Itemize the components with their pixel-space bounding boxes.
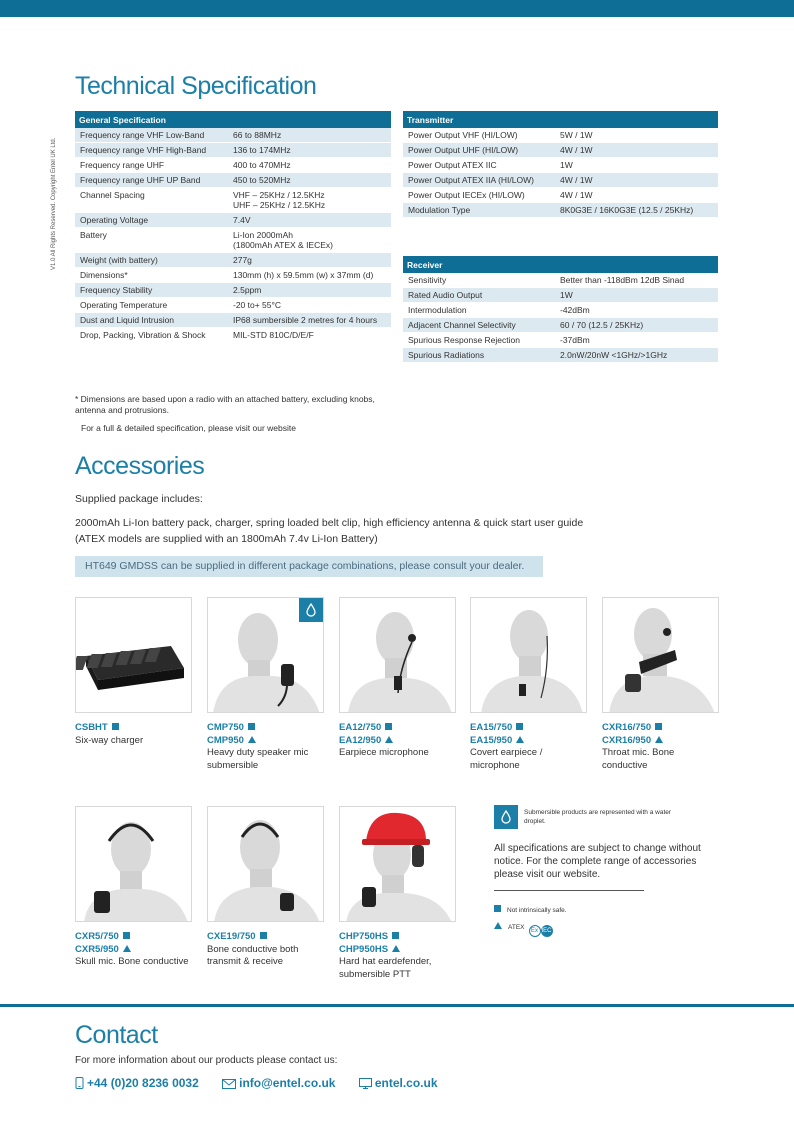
spec-key: Frequency Stability xyxy=(75,283,228,298)
spec-key: Power Output UHF (HI/LOW) xyxy=(403,143,555,158)
atex-icon xyxy=(392,945,400,952)
spec-key: Operating Temperature xyxy=(75,298,228,313)
mannequin-illustration xyxy=(603,598,719,713)
accessory-desc: Earpiece microphone xyxy=(339,747,429,758)
spec-value xyxy=(228,228,391,253)
code-not-safe xyxy=(207,722,324,735)
general-spec-table xyxy=(75,111,391,343)
atex-icon xyxy=(655,736,663,743)
contact-phone[interactable] xyxy=(75,1076,202,1090)
gmdss-banner: HT649 GMDSS can be supplied in different package combinations, please consult your dealer. xyxy=(75,556,543,577)
spec-key: Weight (with battery) xyxy=(75,253,228,268)
contact-web[interactable] xyxy=(359,1076,438,1090)
accessory-image-cmp xyxy=(207,597,324,713)
spec-key: Power Output ATEX IIA (HI/LOW) xyxy=(403,173,555,188)
spec-key: Power Output ATEX IIC xyxy=(403,158,555,173)
table-row xyxy=(75,268,391,283)
water-drop-icon xyxy=(500,810,512,824)
dimensions-footnote: * Dimensions are based upon a radio with an attached battery, excluding knobs, antenna and protrusions. xyxy=(75,394,375,415)
accessory-code: CXR5/750 xyxy=(75,931,119,942)
accessory-card[interactable] xyxy=(470,597,587,772)
code-atex xyxy=(75,944,192,957)
spec-value: Better than -118dBm 12dB Sinad xyxy=(555,273,718,288)
spec-value: -20 to+ 55°C xyxy=(228,298,391,313)
accessory-codes xyxy=(470,722,587,747)
spec-key: Channel Spacing xyxy=(75,188,228,213)
spec-value-line: UHF – 25KHz / 12.5KHz xyxy=(233,200,326,210)
spec-value: 7.4V xyxy=(228,213,391,228)
table-row xyxy=(403,188,718,203)
general-spec-header: General Specification xyxy=(75,111,391,128)
code-not-safe xyxy=(602,722,719,735)
spec-key: Frequency range VHF Low-Band xyxy=(75,128,228,143)
table-row xyxy=(75,328,391,343)
spec-value-line: VHF – 25KHz / 12.5KHz xyxy=(233,190,325,200)
mannequin-illustration xyxy=(340,598,456,713)
table-row xyxy=(75,128,391,143)
code-atex xyxy=(339,944,456,957)
accessory-code: CHP950HS xyxy=(339,943,389,955)
code-not-safe xyxy=(339,931,456,944)
spec-key: Frequency range VHF High-Band xyxy=(75,143,228,158)
table-row xyxy=(75,188,391,213)
spec-value: 5W / 1W xyxy=(555,128,718,143)
accessory-desc: Covert earpiece / microphone xyxy=(470,747,543,771)
spec-value: 66 to 88MHz xyxy=(228,128,391,143)
section-title-contact: Contact xyxy=(75,1021,158,1049)
water-drop-badge xyxy=(494,805,518,829)
ex-mark-icon: Ex xyxy=(529,925,541,937)
table-row xyxy=(403,173,718,188)
copyright-note: V1.0 All Rights Reserved. Copyright Entel UK Ltd. xyxy=(51,137,57,270)
spec-key: Modulation Type xyxy=(403,203,555,218)
spec-value: MIL-STD 810C/D/E/F xyxy=(228,328,391,343)
accessory-code: CSBHT xyxy=(75,722,108,733)
spec-key: Spurious Radiations xyxy=(403,348,555,363)
accessory-code: EA12/950 xyxy=(339,734,382,746)
table-row xyxy=(75,313,391,328)
code-not-safe xyxy=(75,722,192,735)
mannequin-illustration xyxy=(76,807,192,922)
table-row xyxy=(403,303,718,318)
section-title-accessories: Accessories xyxy=(75,452,205,480)
table-row xyxy=(403,318,718,333)
not-safe-icon xyxy=(494,905,501,912)
table-row xyxy=(403,273,718,288)
code-not-safe xyxy=(470,722,587,735)
accessory-codes xyxy=(75,722,192,735)
accessory-card[interactable] xyxy=(602,597,719,772)
table-row xyxy=(403,203,718,218)
accessory-image-ea12 xyxy=(339,597,456,713)
not-safe-icon xyxy=(516,723,523,730)
table-row xyxy=(403,128,718,143)
accessory-desc: Six-way charger xyxy=(75,734,144,746)
table-row xyxy=(75,158,391,173)
spec-value: 130mm (h) x 59.5mm (w) x 37mm (d) xyxy=(228,268,391,283)
spec-key: Battery xyxy=(75,228,228,253)
accessory-codes xyxy=(339,931,456,956)
spec-value: 450 to 520MHz xyxy=(228,173,391,188)
spec-value: 2.0nW/20nW <1GHz/>1GHz xyxy=(555,348,718,363)
package-line: (ATEX models are supplied with an 1800mAh 7.4v Li-Ion Battery) xyxy=(75,533,378,545)
spec-value: 277g xyxy=(228,253,391,268)
accessory-codes xyxy=(207,722,324,747)
atex-icon xyxy=(494,922,502,929)
email-icon xyxy=(222,1079,236,1089)
spec-key: Spurious Response Rejection xyxy=(403,333,555,348)
accessory-image-cxe19 xyxy=(207,806,324,922)
water-drop-badge xyxy=(299,598,323,622)
accessory-codes xyxy=(75,931,192,956)
legend-label: Not intrinsically safe. xyxy=(507,907,567,914)
accessory-desc: Skull mic. Bone conductive xyxy=(75,956,189,967)
table-row xyxy=(75,143,391,158)
spec-value: IP68 sumbersible 2 metres for 4 hours xyxy=(228,313,391,328)
atex-icon xyxy=(248,736,256,743)
table-row xyxy=(75,298,391,313)
table-row xyxy=(75,213,391,228)
mannequin-illustration xyxy=(340,807,456,922)
section-title-technical: Technical Specification xyxy=(75,72,317,100)
spec-key: Dust and Liquid Intrusion xyxy=(75,313,228,328)
atex-icon xyxy=(516,736,524,743)
not-safe-icon xyxy=(112,723,119,730)
phone-icon xyxy=(75,1077,84,1089)
water-drop-icon xyxy=(305,603,317,617)
table-row xyxy=(75,283,391,298)
spec-key: Adjacent Channel Selectivity xyxy=(403,318,555,333)
accessory-codes xyxy=(207,931,324,944)
spec-value-line: (1800mAh ATEX & IECEx) xyxy=(233,240,333,250)
table-row xyxy=(403,288,718,303)
phone-number: +44 (0)20 8236 0032 xyxy=(87,1076,199,1090)
email-address: info@entel.co.uk xyxy=(239,1076,336,1090)
spec-value: -37dBm xyxy=(555,333,718,348)
table-row xyxy=(403,158,718,173)
accessory-card[interactable] xyxy=(75,806,192,969)
spec-value: 60 / 70 (12.5 / 25KHz) xyxy=(555,318,718,333)
mannequin-illustration xyxy=(208,807,324,922)
spec-value: 8K0G3E / 16K0G3E (12.5 / 25KHz) xyxy=(555,203,718,218)
accessory-desc: Bone conductive both transmit & receive xyxy=(207,943,299,967)
accessory-code: CXR16/950 xyxy=(602,734,652,746)
atex-icon xyxy=(385,736,393,743)
receiver-spec-table xyxy=(403,256,718,363)
code-not-safe xyxy=(207,931,324,944)
not-safe-icon xyxy=(260,932,267,939)
receiver-header: Receiver xyxy=(403,256,718,273)
charger-illustration xyxy=(76,598,192,713)
not-safe-icon xyxy=(123,932,130,939)
spec-key: Frequency range UHF xyxy=(75,158,228,173)
code-atex xyxy=(470,735,587,748)
website-link: entel.co.uk xyxy=(374,1076,438,1090)
not-safe-icon xyxy=(655,723,662,730)
package-line: 2000mAh Li-Ion battery pack, charger, spring loaded belt clip, high efficiency antenna & quick start user guide xyxy=(75,517,584,529)
monitor-icon xyxy=(359,1078,372,1089)
spec-value: -42dBm xyxy=(555,303,718,318)
spec-value xyxy=(228,188,391,213)
accessory-desc: Heavy duty speaker mic submersible xyxy=(207,747,309,771)
spec-value-line: Li-Ion 2000mAh xyxy=(233,230,294,240)
accessory-image-chp xyxy=(339,806,456,922)
spec-key: Frequency range UHF UP Band xyxy=(75,173,228,188)
not-safe-icon xyxy=(385,723,392,730)
accessory-desc: Throat mic. Bone conductive xyxy=(602,747,675,771)
mannequin-illustration xyxy=(471,598,587,713)
divider xyxy=(494,890,644,891)
table-row xyxy=(403,333,718,348)
spec-value: 4W / 1W xyxy=(555,173,718,188)
spec-value: 400 to 470MHz xyxy=(228,158,391,173)
accessory-code: CXE19/750 xyxy=(207,931,256,942)
accessory-card[interactable] xyxy=(339,806,456,981)
accessory-card[interactable] xyxy=(75,597,192,747)
contact-row xyxy=(75,1076,458,1090)
table-row xyxy=(403,143,718,158)
contact-divider xyxy=(0,1004,794,1007)
spec-value: 4W / 1W xyxy=(555,143,718,158)
top-bar xyxy=(0,0,794,17)
table-row xyxy=(403,348,718,363)
table-row xyxy=(75,228,391,253)
accessory-image-cxr16 xyxy=(602,597,719,713)
legend-label: ATEX xyxy=(508,924,525,931)
spec-value: 136 to 174MHz xyxy=(228,143,391,158)
iecex-mark-icon: IEC xyxy=(541,925,553,937)
spec-key: Power Output VHF (HI/LOW) xyxy=(403,128,555,143)
code-not-safe xyxy=(75,931,192,944)
spec-value: 2.5ppm xyxy=(228,283,391,298)
accessory-code: EA12/750 xyxy=(339,722,382,733)
code-atex xyxy=(207,735,324,748)
accessory-code: EA15/950 xyxy=(470,734,513,746)
accessory-desc: Hard hat eardefender, submersible PTT xyxy=(339,956,432,980)
code-not-safe xyxy=(339,722,456,735)
contact-email[interactable] xyxy=(222,1076,339,1090)
accessory-code: CXR5/950 xyxy=(75,943,119,955)
transmitter-header: Transmitter xyxy=(403,111,718,128)
table-row xyxy=(75,173,391,188)
accessory-code: CMP950 xyxy=(207,734,244,746)
not-safe-icon xyxy=(392,932,399,939)
spec-value: 4W / 1W xyxy=(555,188,718,203)
code-atex xyxy=(602,735,719,748)
spec-key: Intermodulation xyxy=(403,303,555,318)
accessory-code: CHP750HS xyxy=(339,931,389,942)
accessory-image-cxr5 xyxy=(75,806,192,922)
table-row xyxy=(75,253,391,268)
legend-not-safe xyxy=(494,905,567,914)
accessory-card[interactable] xyxy=(207,806,324,969)
accessory-image-ea15 xyxy=(470,597,587,713)
accessory-code: CXR16/750 xyxy=(602,722,652,733)
supplied-intro: Supplied package includes: xyxy=(75,493,203,505)
website-note: For a full & detailed specification, please visit our website xyxy=(81,423,296,433)
code-atex xyxy=(339,735,456,748)
spec-key: Sensitivity xyxy=(403,273,555,288)
accessory-card[interactable] xyxy=(339,597,456,760)
package-contents xyxy=(75,515,635,547)
legend-atex xyxy=(494,922,553,937)
spec-key: Dimensions* xyxy=(75,268,228,283)
submersible-note: Submersible products are represented with a water droplet. xyxy=(524,809,672,825)
contact-intro: For more information about our products please contact us: xyxy=(75,1055,338,1066)
spec-key: Rated Audio Output xyxy=(403,288,555,303)
accessory-code: CMP750 xyxy=(207,722,244,733)
atex-icon xyxy=(123,945,131,952)
accessory-card[interactable] xyxy=(207,597,324,772)
transmitter-spec-table xyxy=(403,111,718,218)
changes-note: All specifications are subject to change without notice. For the complete range of accessories please visit our website. xyxy=(494,843,701,880)
spec-value: 1W xyxy=(555,288,718,303)
accessory-image-charger xyxy=(75,597,192,713)
not-safe-icon xyxy=(248,723,255,730)
accessory-code: EA15/750 xyxy=(470,722,513,733)
accessory-codes xyxy=(339,722,456,747)
accessory-codes xyxy=(602,722,719,747)
spec-key: Operating Voltage xyxy=(75,213,228,228)
spec-value: 1W xyxy=(555,158,718,173)
spec-key: Drop, Packing, Vibration & Shock xyxy=(75,328,228,343)
spec-key: Power Output IECEx (HI/LOW) xyxy=(403,188,555,203)
